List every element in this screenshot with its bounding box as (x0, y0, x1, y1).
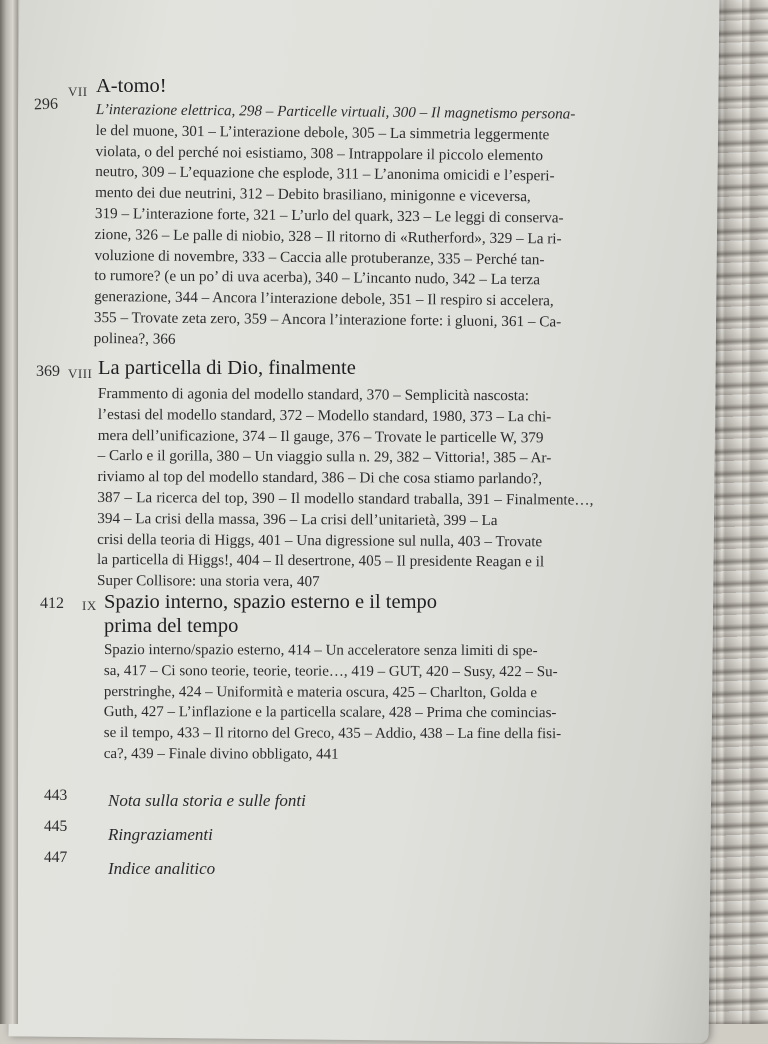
entry-line: neutro, 309 – L’equazione che esplode, 311 – L’anonima omicidi e l’esperi- (95, 163, 555, 185)
end-matter-title: Indice analitico (108, 859, 216, 878)
entry-line: Super Collisore: una storia vera, 407 (96, 572, 320, 591)
chapter-roman-numeral: VII (68, 84, 88, 99)
chapter-roman-numeral: VIII (68, 366, 93, 381)
entry-line: se il tempo, 433 – Il ritorno del Greco, 435 – Addio, 438 – La fine della fisi- (103, 725, 562, 743)
entry-line: mento dei due neutrini, 312 – Debito brasiliano, minigonne e viceversa, (95, 184, 531, 206)
chapter-entries (97, 384, 594, 595)
entry-line: voluzione di novembre, 333 – Caccia alle protuberanze, 335 – Perché tan- (94, 246, 545, 268)
entry-line: l’estasi del modello standard, 372 – Modello standard, 1980, 373 – La chi- (97, 405, 552, 426)
entry-line: 387 – La ricerca del top, 390 – Il modello standard traballa, 391 – Finalmente…, 394 – La crisi della massa, 396 – La crisi dell’unitarietà, 399 – La (97, 488, 594, 529)
end-matter-page: 443 (44, 787, 68, 804)
chapter-entries (104, 640, 562, 766)
end-matter-title: Ringraziamenti (108, 825, 213, 844)
chapter-title: A-tomo! (96, 75, 167, 97)
chapter-roman-numeral: IX (82, 598, 97, 613)
entry-line: ca?, 439 – Finale divino obbligato, 441 (103, 745, 339, 763)
entry-line: sa, 417 – Ci sono teorie, teorie, teorie…, 419 – GUT, 420 – Susy, 422 – Su- (103, 662, 558, 680)
entry-line: 319 – L’interazione forte, 321 – L’urlo del quark, 323 – Le leggi di conserva- (94, 204, 564, 227)
chapter-title: Spazio interno, spazio esterno e il tempo prima del tempo (104, 591, 438, 637)
entry-line: L’interazione elettrica, 298 – Particelle virtuali, 300 – Il magnetismo persona- (95, 100, 576, 123)
entry-line: – Carlo e il gorilla, 380 – Un viaggio sulla n. 29, 382 – Vittoria!, 385 – Ar- (97, 447, 552, 467)
entry-line: perstringhe, 424 – Uniformità e materia oscura, 425 – Charlton, Golda e (103, 683, 538, 701)
chapter-entries (94, 100, 576, 354)
entry-line: la particella di Higgs!, 404 – Il desertrone, 405 – Il presidente Reagan e il (97, 551, 545, 571)
entry-line: violata, o del perché noi esistiamo, 308 – Intrappolare il piccolo elemento (95, 142, 544, 164)
end-matter-page: 447 (44, 849, 68, 866)
chapter-page-number: 296 (33, 95, 59, 114)
entry-line: Spazio interno/spazio esterno, 414 – Un acceleratore senza limiti di spe- (103, 642, 538, 660)
entry-line: to rumore? (e un po’ di uva acerba), 340 – L’incanto nudo, 342 – La terza (94, 267, 541, 289)
entry-line: 355 – Trovate zeta zero, 359 – Ancora l’interazione forte: i gluoni, 361 – Ca- (93, 308, 562, 331)
chapter-page-number: 412 (40, 595, 64, 612)
end-matter-page: 445 (44, 818, 68, 835)
entry-line: mera dell’unificazione, 374 – Il gauge, 376 – Trovate le particelle W, 379 (97, 426, 544, 446)
entry-line: polinea?, 366 (93, 329, 176, 348)
chapter-page-number: 369 (36, 363, 60, 380)
entry-line: generazione, 344 – Ancora l’interazione debole, 351 – Il respiro si accelera, (94, 288, 554, 310)
entry-line: Frammento di agonia del modello standard, 370 – Semplicità nascosta: (97, 385, 530, 405)
end-matter-title: Nota sulla storia e sulle fonti (108, 791, 306, 810)
entry-line: le del muone, 301 – L’interazione debole, 305 – La simmetria leggermente (95, 121, 550, 144)
chapter-title: La particella di Dio, finalmente (98, 357, 356, 379)
entry-line: crisi della teoria di Higgs, 401 – Una digressione sul nulla, 403 – Trovate (97, 530, 543, 550)
entry-line: riviamo al top del modello standard, 386 – Di che cosa stiamo parlando?, (97, 468, 543, 488)
entry-line: zione, 326 – Le palle di niobio, 328 – Il ritorno di «Rutherford», 329 – La ri- (94, 225, 562, 248)
entry-line: Guth, 427 – L’inflazione e la particella scalare, 428 – Prima che comincias- (103, 704, 557, 722)
